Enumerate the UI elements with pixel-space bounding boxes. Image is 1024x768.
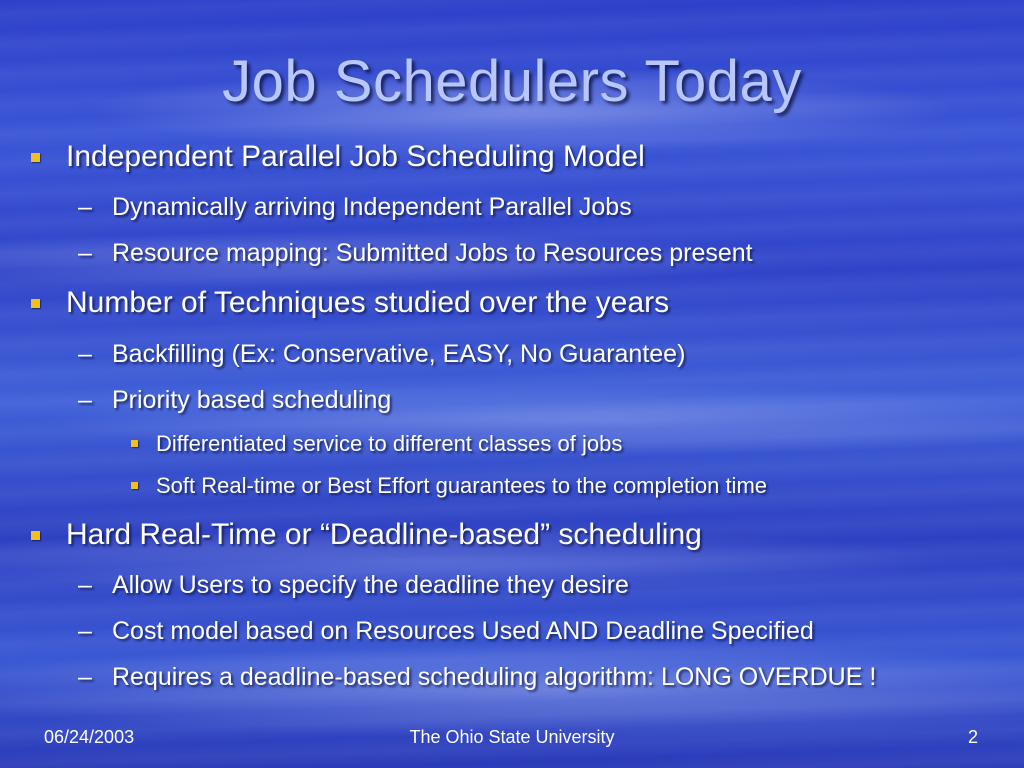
sub-bullet-item: Requires a deadline-based scheduling algorithm: LONG OVERDUE !	[112, 663, 877, 691]
sub-bullet-item: Priority based scheduling	[112, 386, 392, 414]
dash-icon: –	[78, 239, 92, 267]
bullet-square-icon	[31, 531, 40, 540]
sub-bullet-item: Backfilling (Ex: Conservative, EASY, No Guarantee)	[112, 340, 686, 368]
dash-icon: –	[78, 193, 92, 221]
bullet-square-icon	[31, 153, 40, 162]
sub-bullet-item: Dynamically arriving Independent Parallel Jobs	[112, 193, 632, 221]
sub-bullet-item: Cost model based on Resources Used AND Deadline Specified	[112, 617, 814, 645]
sub-sub-bullet-item: Differentiated service to different classes of jobs	[156, 431, 623, 456]
footer-date: 06/24/2003	[44, 727, 135, 747]
bullet-item: Independent Parallel Job Scheduling Model	[66, 140, 645, 173]
bullet-item: Hard Real-Time or “Deadline-based” scheduling	[66, 518, 702, 551]
bullet-square-icon	[131, 482, 138, 489]
dash-icon: –	[78, 617, 92, 645]
footer-organization: The Ohio State University	[409, 727, 615, 747]
dash-icon: –	[78, 663, 92, 691]
dash-icon: –	[78, 340, 92, 368]
dash-icon: –	[78, 571, 92, 599]
dash-icon: –	[78, 386, 92, 414]
footer-page-number: 2	[967, 727, 978, 747]
bullet-square-icon	[131, 440, 138, 447]
slide-title: Job Schedulers Today	[222, 49, 802, 114]
sub-bullet-item: Allow Users to specify the deadline they desire	[112, 571, 629, 599]
bullet-square-icon	[31, 299, 40, 308]
sub-bullet-item: Resource mapping: Submitted Jobs to Resources present	[112, 239, 753, 267]
bullet-item: Number of Techniques studied over the years	[66, 286, 670, 319]
sub-sub-bullet-item: Soft Real-time or Best Effort guarantees to the completion time	[156, 473, 768, 498]
